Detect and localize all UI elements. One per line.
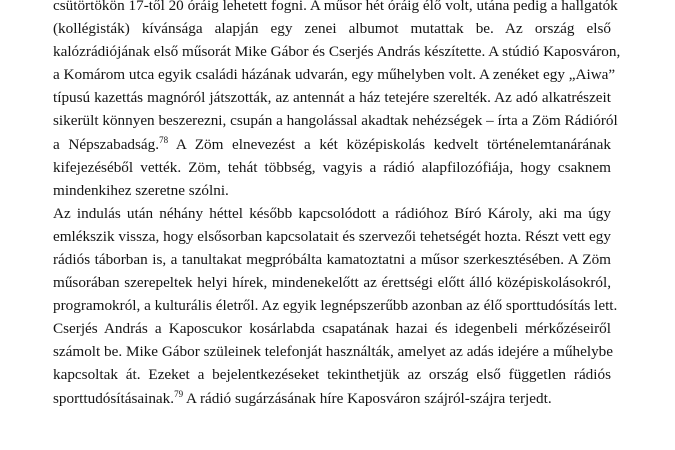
- text-line: csütörtökön 17-től 20 óráig lehetett fogni. A műsor hét óráig élő volt, utána pedig a hallgatók: [53, 0, 618, 14]
- text-line: Cserjés András a Kaposcukor kosárlabda csapatának hazai és idegenbeli mérkőzéseiről: [53, 320, 611, 337]
- text-line: kifejezéséből vették. Zöm, tehát többség, vagyis a rádió alapfilozófiája, hogy csaknem: [53, 159, 611, 176]
- text-line: mindenkihez szeretne szólni.: [53, 182, 229, 199]
- text-line: a Komárom utca egyik családi házának udvarán, egy műhelyben volt. A zenéket egy „Aiwa”: [53, 66, 616, 83]
- text-line: kalózrádiójának első műsorát Mike Gábor és Cserjés András készítette. A stúdió Kaposváron,: [53, 43, 621, 60]
- text-segment: a Népszabadság.: [53, 136, 160, 153]
- text-line: Az indulás után néhány héttel később kapcsolódott a rádióhoz Bíró Károly, aki ma úgy: [53, 205, 611, 222]
- footnote-marker: 78: [159, 134, 169, 145]
- text-line: programokról, a kulturális életről. Az egyik legnépszerűbb azonban az élő sporttudósítás lett.: [53, 297, 618, 314]
- text-segment: A rádió sugárzásának híre Kaposváron szájról-szájra terjedt.: [183, 390, 552, 407]
- text-line: emlékszik vissza, hogy elsősorban kapcsolatait és szervezői tehetségét hozta. Részt vett egy: [53, 228, 611, 245]
- text-line: számolt be. Mike Gábor szüleinek telefonját használták, amelyet az adás idejére a műhelybe: [53, 343, 614, 360]
- text-segment: A Zöm elnevezést a két középiskolás kedvelt történelemtanárának: [168, 136, 611, 153]
- text-segment: sporttudósításainak.: [53, 390, 175, 407]
- text-line: [53, 134, 611, 156]
- text-line: kapcsoltak át. Ezeket a bejelentkezéseket tekinthetjük az ország első független rádiós: [53, 366, 611, 383]
- text-line: (kollégisták) kívánsága alapján egy zenei albumot mutattak be. Az ország első: [53, 20, 611, 37]
- footnote-marker: 79: [174, 388, 184, 399]
- text-line: típusú kazettás magnóról játszották, az antennát a ház tetejére szerelték. Az adó alkatrészeit: [53, 89, 611, 106]
- text-line: műsorában szerepeltek helyi hírek, mindenekelőtt az érettségi előtt álló középiskolásokról,: [53, 274, 611, 291]
- text-line: sikerült könnyen beszerezni, csupán a hangolással akadtak nehézségek – írta a Zöm Rádióról: [53, 112, 618, 129]
- text-line: rádiós táborban is, a tanultakat megpróbálta kamatoztatni a műsor szerkesztésében. A Zöm: [53, 251, 611, 268]
- text-line: [53, 388, 611, 410]
